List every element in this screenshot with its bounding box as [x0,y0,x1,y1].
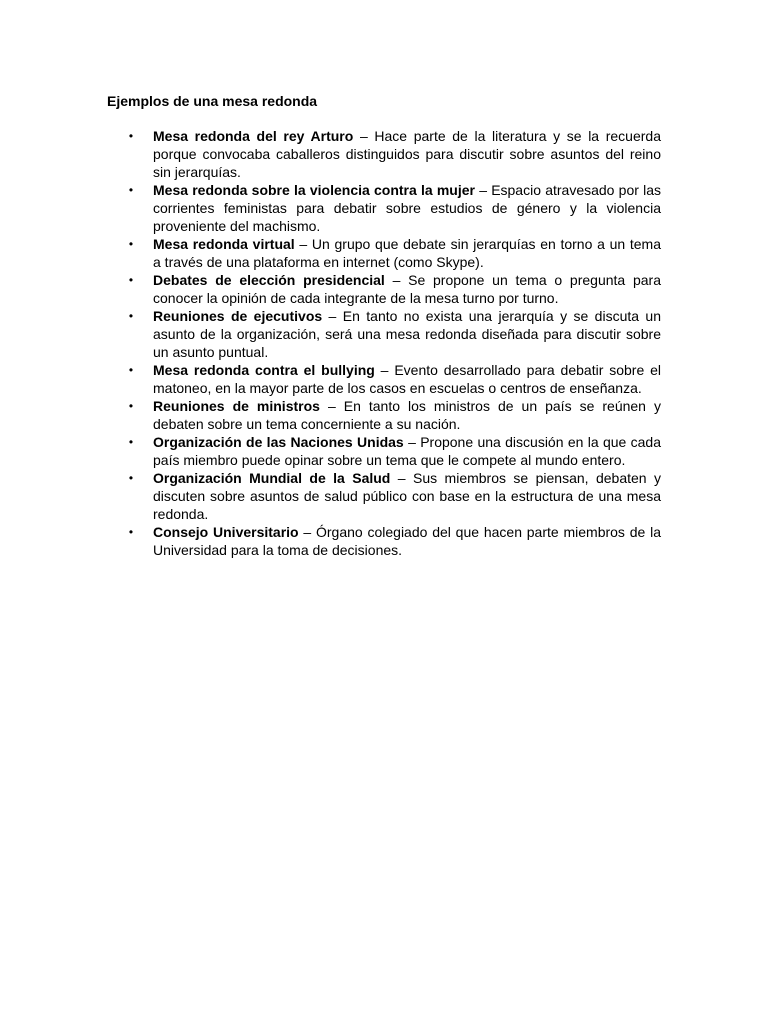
item-description: Espacio atravesado por las corrientes feministas para debatir sobre estudios de género y la violencia proveniente del machismo. [153,182,662,234]
item-description: En tanto no exista una jerarquía y se discuta un asunto de la organización, será una mesa redonda diseñada para discutir sobre un asunto puntual. [153,308,661,360]
bullet-icon: • [128,237,134,251]
item-description: Evento desarrollado para debatir sobre el matoneo, en la mayor parte de los casos en escuelas o centros de enseñanza. [153,362,661,396]
item-description: Hace parte de la literatura y se la recuerda porque convocaba caballeros distinguidos para discutir sobre asuntos del reino sin jerarquías. [153,128,661,180]
item-term: Reuniones de ejecutivos [153,308,323,324]
item-description: Órgano colegiado del que hacen parte miembros de la Universidad para la toma de decisiones. [153,524,661,558]
bullet-icon: • [128,309,134,323]
item-separator: – [294,236,312,252]
item-term: Reuniones de ministros [153,398,320,414]
item-description: En tanto los ministros de un país se reúnen y debaten sobre un tema concerniente a su nación. [153,398,661,432]
list-item [128,307,661,361]
bullet-icon: • [128,525,134,539]
item-separator: – [384,272,409,288]
item-term: Mesa redonda del rey Arturo [153,128,354,144]
item-term: Debates de elección presidencial [153,272,385,288]
item-separator: – [474,182,492,198]
item-separator: – [374,362,395,378]
item-separator: – [403,434,421,450]
list-item [128,469,661,523]
item-term: Organización de las Naciones Unidas [153,434,404,450]
examples-list [128,127,662,559]
bullet-icon: • [128,363,134,377]
bullet-icon: • [128,183,134,197]
list-item [128,361,661,397]
item-term: Mesa redonda sobre la violencia contra la mujer [153,182,475,198]
item-description: Un grupo que debate sin jerarquías en torno a un tema a través de una plataforma en internet (como Skype). [153,236,661,270]
bullet-icon: • [128,129,134,143]
item-term: Mesa redonda contra el bullying [153,362,375,378]
document-heading: Ejemplos de una mesa redonda [107,93,318,109]
list-item [128,433,661,469]
item-separator: – [319,398,344,414]
item-separator: – [390,470,413,486]
bullet-icon: • [128,435,134,449]
list-item [128,397,661,433]
item-description: Sus miembros se piensan, debaten y discuten sobre asuntos de salud público con base en la estructura de una mesa redonda. [153,470,661,522]
list-item [128,181,662,235]
bullet-icon: • [128,273,134,287]
item-term: Consejo Universitario [153,524,299,540]
item-description: Propone una discusión en la que cada país miembro puede opinar sobre un tema que le compete al mundo entero. [153,434,661,468]
list-item [128,127,661,181]
bullet-icon: • [128,399,134,413]
list-item [128,523,661,559]
item-separator: – [298,524,316,540]
list-item [128,271,661,307]
bullet-icon: • [128,471,134,485]
item-separator: – [353,128,375,144]
item-description: Se propone un tema o pregunta para conocer la opinión de cada integrante de la mesa turno por turno. [153,272,661,306]
item-term: Organización Mundial de la Salud [153,470,391,486]
list-item [128,235,661,271]
item-separator: – [322,308,343,324]
item-term: Mesa redonda virtual [153,236,295,252]
